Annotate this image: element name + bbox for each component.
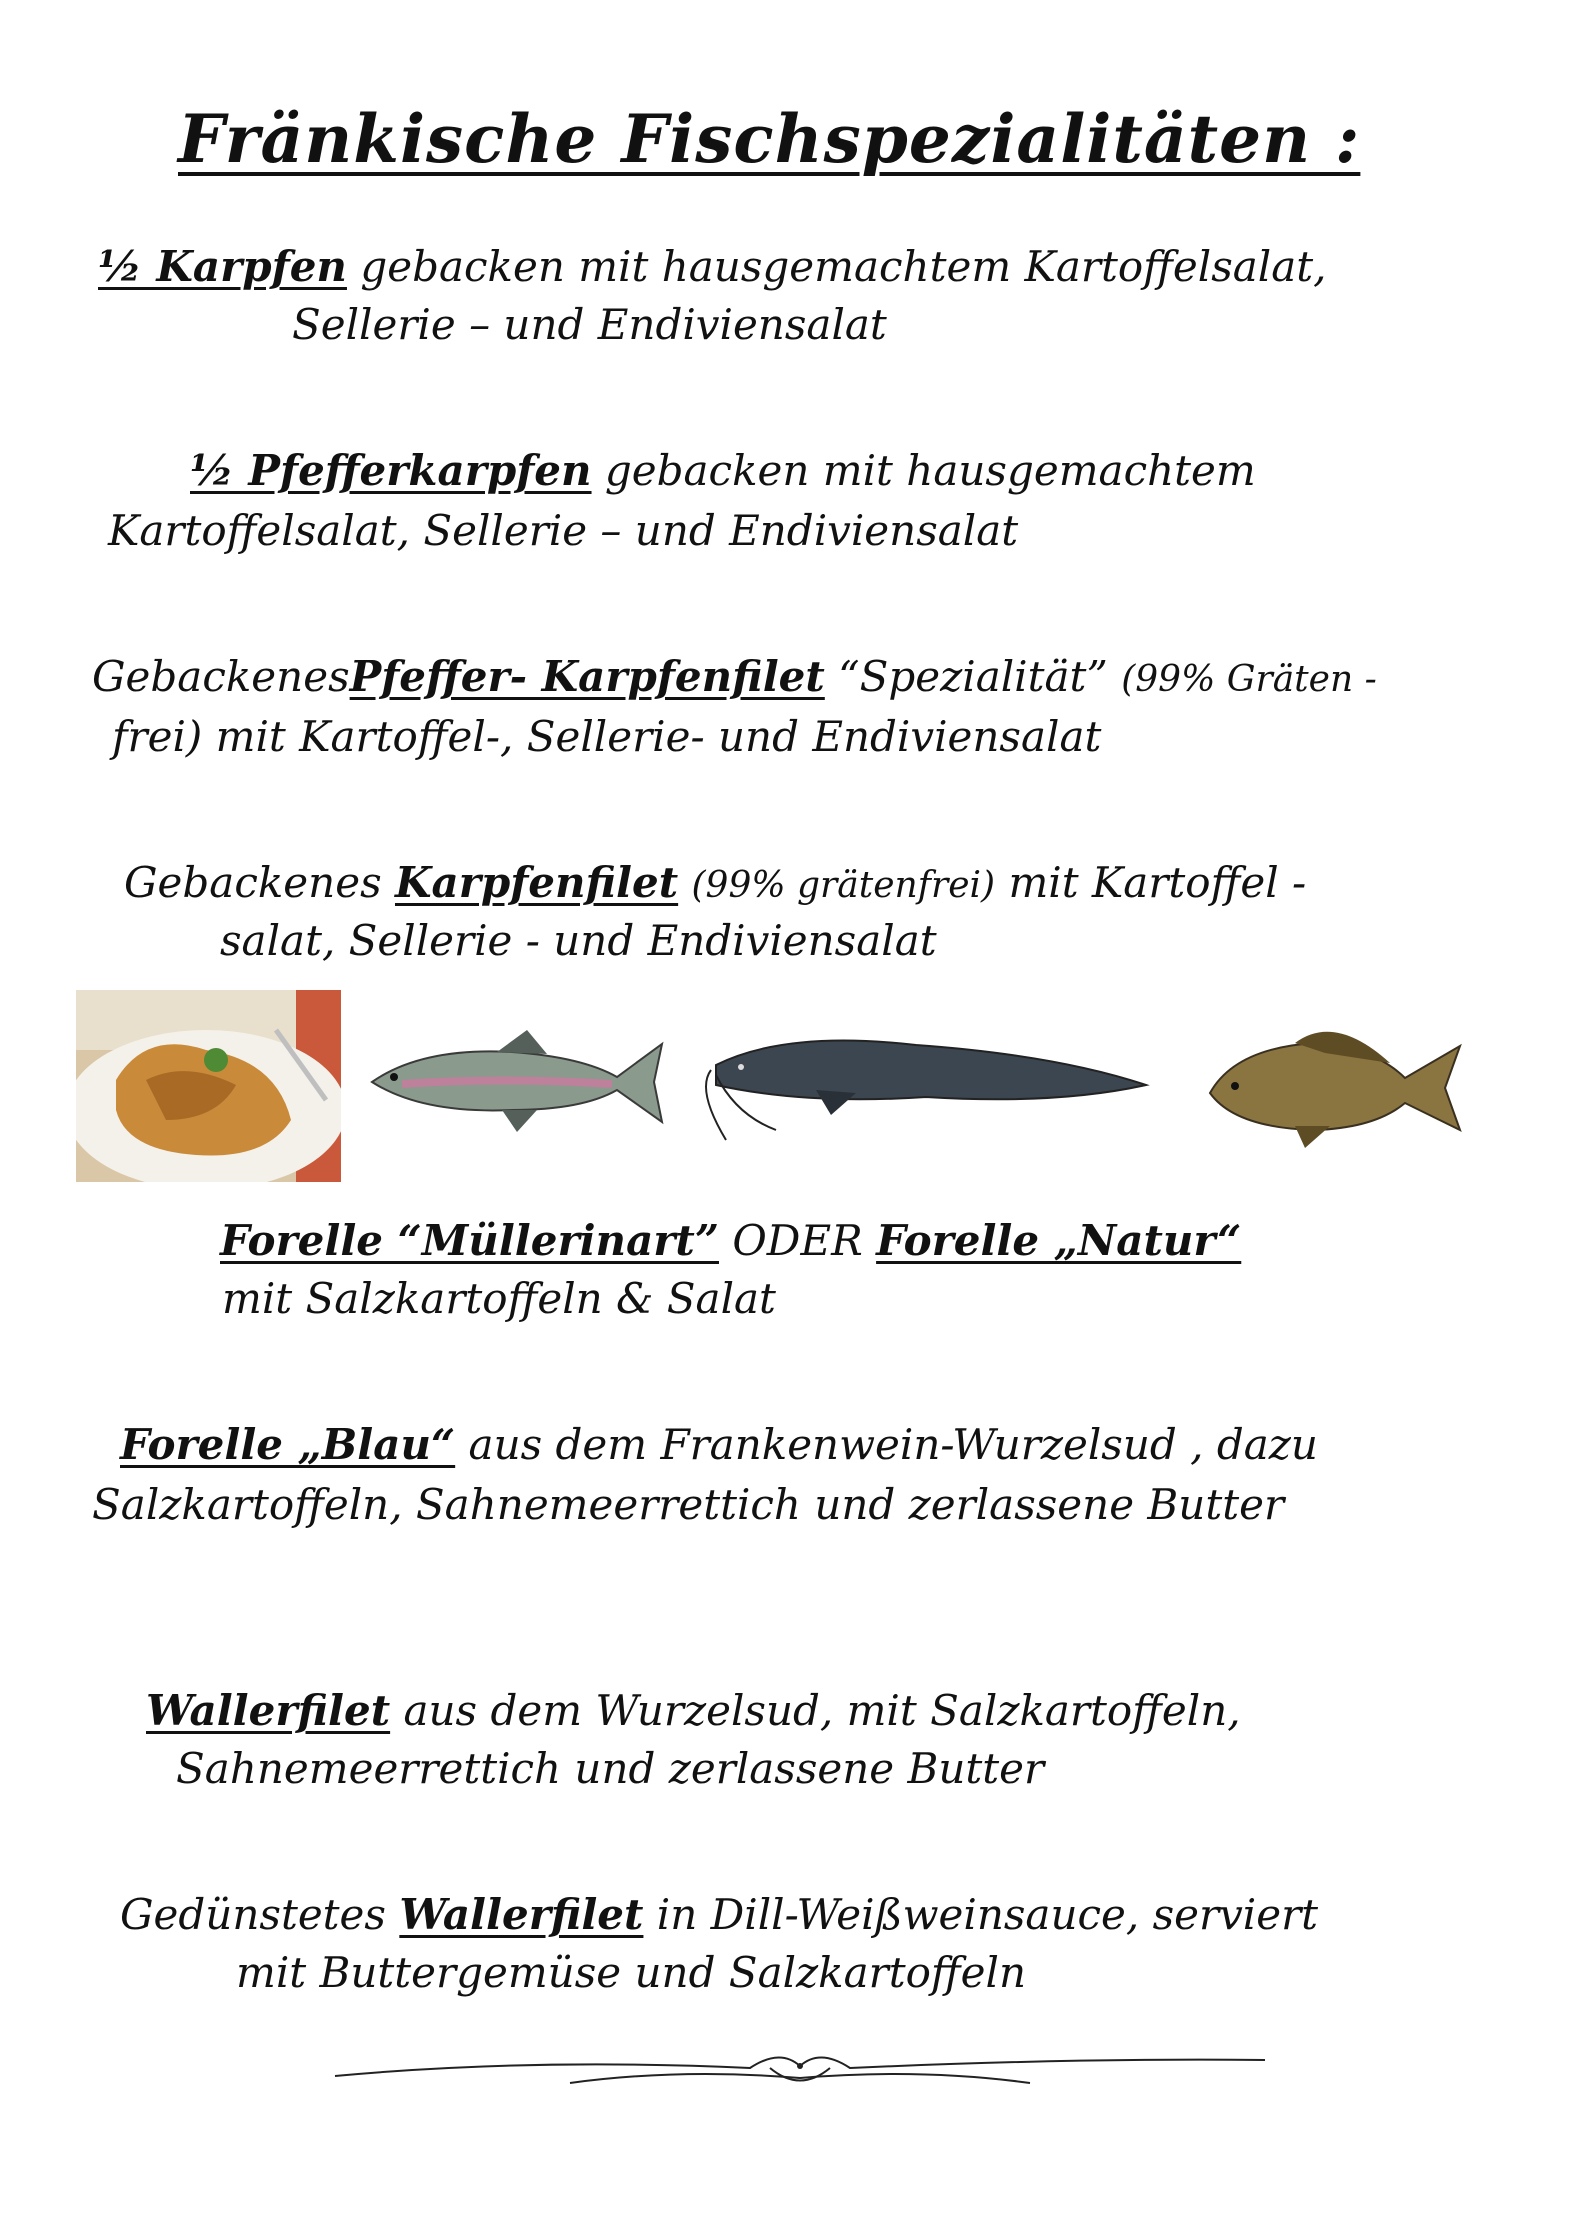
dish-description: mit Kartoffel - (1008, 858, 1307, 907)
dish-description: gebacken mit hausgemachtem (604, 446, 1256, 495)
menu-item-8-line-1 (120, 1886, 1318, 1944)
menu-item-4-line-1 (124, 854, 1306, 915)
dish-name: Karpfenfilet (394, 858, 679, 907)
menu-item-1-line-1 (98, 238, 1327, 296)
menu-item-7-line-2: Sahnemeerrettich und zerlassene Butter (176, 1744, 1045, 1793)
dish-description: aus dem Frankenwein-Wurzelsud , dazu (468, 1420, 1318, 1469)
menu-item-7-line-1 (146, 1682, 1241, 1740)
dish-name: ½ Karpfen (98, 242, 347, 291)
menu-item-2-line-2: Kartoffelsalat, Sellerie – und Endiviensalat (108, 506, 1019, 555)
menu-item-3-line-1 (92, 648, 1377, 709)
carp-dish-photo (76, 990, 341, 1182)
menu-item-4-line-2: salat, Sellerie - und Endiviensalat (220, 916, 937, 965)
dish-description: in Dill-Weißweinsauce, serviert (656, 1890, 1319, 1939)
dish-prefix: Gebackenes (92, 652, 350, 701)
dish-connector: ODER (732, 1216, 863, 1265)
ornament-divider (330, 2038, 1270, 2098)
dish-name: Pfeffer- Karpfenfilet (349, 652, 825, 701)
dish-name: Forelle “Müllerinart” (220, 1216, 719, 1265)
menu-item-6-line-2: Salzkartoffeln, Sahnemeerrettich und zerlassene Butter (92, 1480, 1285, 1529)
carp-icon (1205, 1008, 1465, 1148)
trout-icon (362, 1022, 667, 1132)
menu-item-6-line-1 (120, 1416, 1318, 1474)
menu-item-5-line-1 (220, 1212, 1241, 1270)
dish-prefix: Gebackenes (124, 858, 382, 907)
dish-note: (99% grätenfrei) (691, 865, 996, 906)
menu-item-3-line-2: frei) mit Kartoffel-, Sellerie- und Endiviensalat (112, 712, 1102, 761)
dish-description: “Spezialität” (838, 652, 1108, 701)
dish-prefix: Gedünstetes (120, 1890, 386, 1939)
dish-name: ½ Pfefferkarpfen (190, 446, 592, 495)
dish-name-alt: Forelle „Natur“ (876, 1216, 1242, 1265)
dish-name: Forelle „Blau“ (120, 1420, 456, 1469)
catfish-icon (696, 1015, 1151, 1145)
dish-description: gebacken mit hausgemachtem Kartoffelsalat, (360, 242, 1327, 291)
dish-description: aus dem Wurzelsud, mit Salzkartoffeln, (403, 1686, 1241, 1735)
menu-item-8-line-2: mit Buttergemüse und Salzkartoffeln (236, 1948, 1027, 1997)
menu-item-5-line-2: mit Salzkartoffeln & Salat (222, 1274, 776, 1323)
menu-item-1-line-2: Sellerie – und Endiviensalat (292, 300, 887, 349)
dish-note: (99% Gräten - (1121, 659, 1377, 700)
menu-item-2-line-1 (190, 442, 1256, 500)
dish-name: Wallerfilet (399, 1890, 644, 1939)
page-title: Fränkische Fischspezialitäten : (178, 100, 1361, 178)
dish-name: Wallerfilet (146, 1686, 391, 1735)
